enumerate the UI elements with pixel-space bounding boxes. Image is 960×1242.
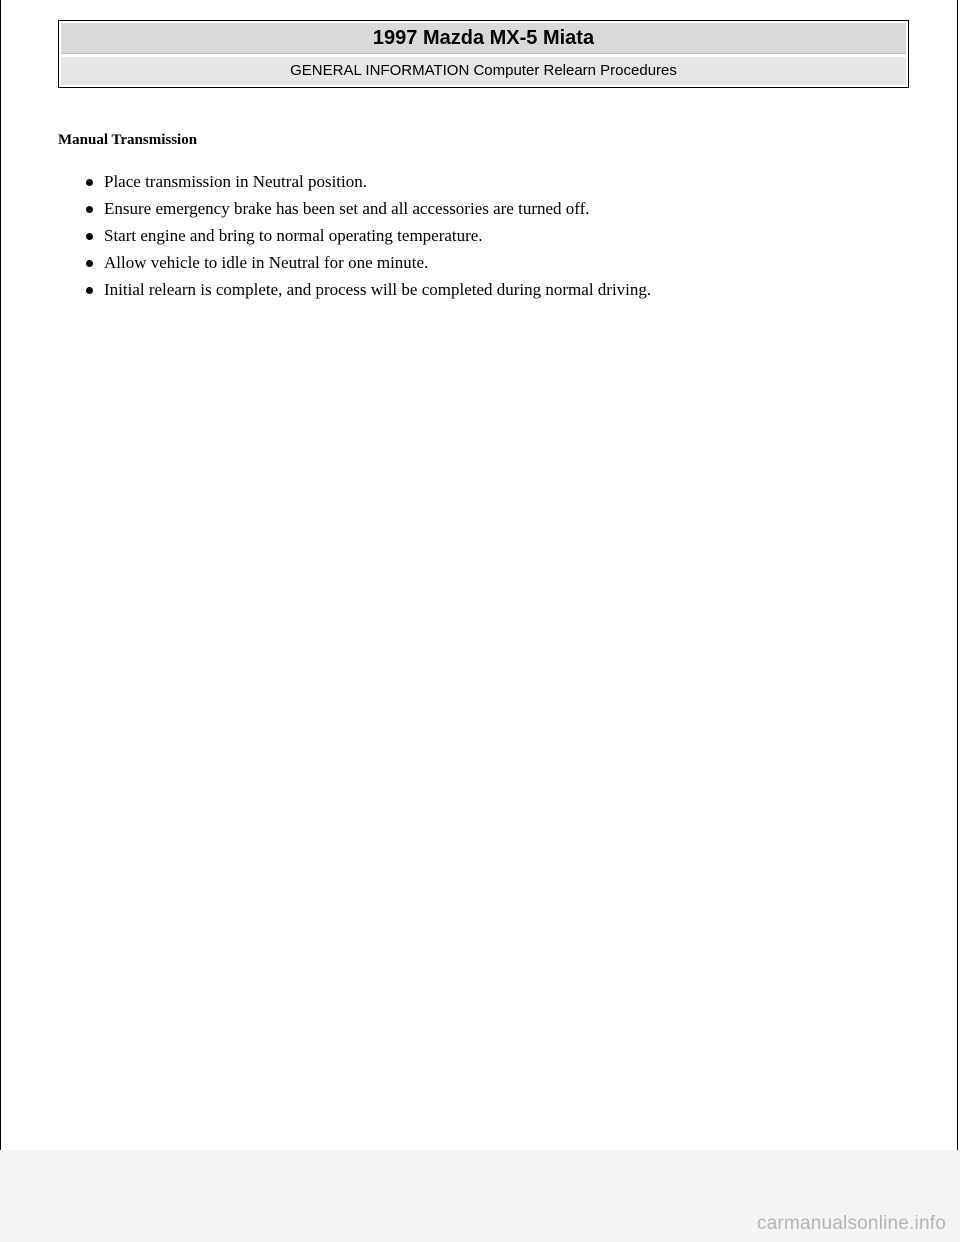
step-text: Start engine and bring to normal operating temperature. bbox=[104, 226, 483, 245]
step-text: Initial relearn is complete, and process will be completed during normal driving. bbox=[104, 280, 652, 299]
list-item bbox=[86, 251, 651, 278]
bullet-icon bbox=[86, 260, 93, 267]
section-subtitle: GENERAL INFORMATION Computer Relearn Procedures bbox=[61, 57, 906, 85]
step-text: Ensure emergency brake has been set and all accessories are turned off. bbox=[104, 199, 590, 218]
vehicle-title: 1997 Mazda MX-5 Miata bbox=[61, 23, 906, 54]
list-item bbox=[86, 197, 651, 224]
step-text: Allow vehicle to idle in Neutral for one minute. bbox=[104, 253, 429, 272]
bullet-icon bbox=[86, 206, 93, 213]
bullet-icon bbox=[86, 287, 93, 294]
site-watermark: carmanualsonline.info bbox=[756, 1213, 946, 1234]
bullet-icon bbox=[86, 233, 93, 240]
document-header bbox=[58, 20, 909, 88]
section-heading: Manual Transmission bbox=[58, 132, 198, 148]
procedure-list bbox=[86, 170, 651, 305]
list-item bbox=[86, 170, 651, 197]
step-text: Place transmission in Neutral position. bbox=[104, 172, 367, 191]
list-item bbox=[86, 224, 651, 251]
bullet-icon bbox=[86, 179, 93, 186]
list-item bbox=[86, 278, 651, 305]
